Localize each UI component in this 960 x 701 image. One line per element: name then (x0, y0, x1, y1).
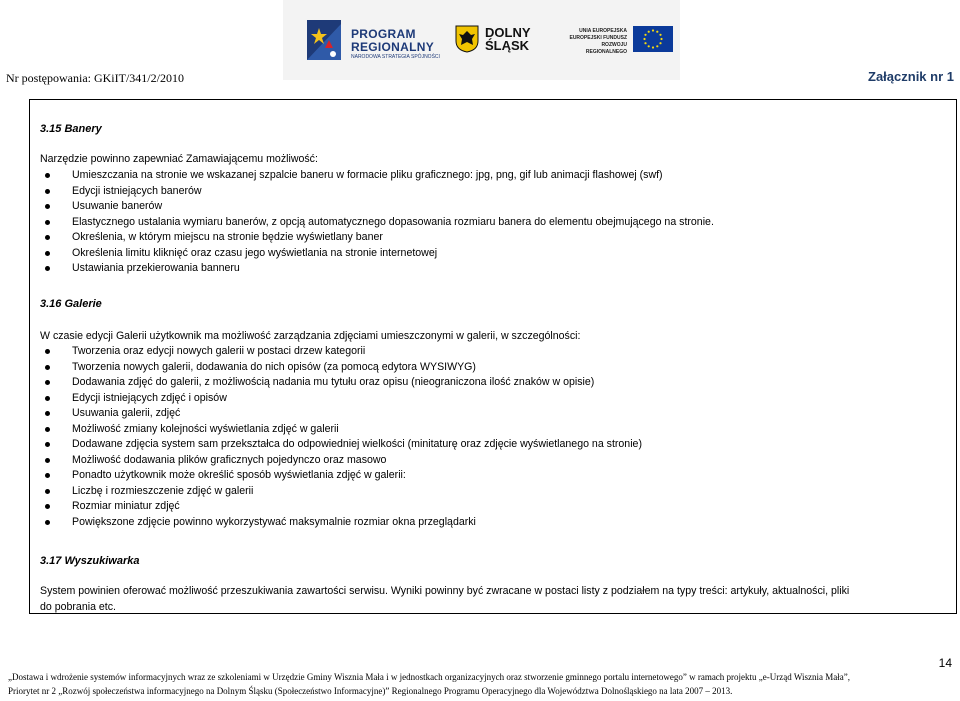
bullet-icon (45, 266, 50, 271)
bullet-icon (45, 458, 50, 463)
bullet-icon (45, 235, 50, 240)
program-logo-line2: REGIONALNY (351, 40, 435, 54)
list-item: Tworzenia oraz edycji nowych galerii w postaci drzew kategorii (40, 344, 642, 360)
program-logo-line3: NARODOWA STRATEGIA SPÓJNOŚCI (351, 54, 440, 60)
bullet-icon (45, 173, 50, 178)
ds-logo-line2: ŚLĄSK (485, 38, 530, 53)
program-regionalny-logo (305, 18, 445, 62)
eu-logo-line2: EUROPEJSKI FUNDUSZ (569, 35, 627, 41)
attachment-label: Załącznik nr 1 (868, 69, 954, 84)
section-title-banery: 3.15 Banery (40, 123, 102, 135)
eagle-shield-icon (455, 25, 479, 53)
bullet-icon (45, 396, 50, 401)
section-title-wyszukiwarka: 3.17 Wyszukiwarka (40, 555, 140, 567)
list-item: Możliwość dodawania plików graficznych pojedynczo oraz masowo (40, 453, 642, 469)
bullet-icon (45, 473, 50, 478)
section-intro-galerie: W czasie edycji Galerii użytkownik ma możliwość zarządzania zdjęciami umieszczonymi w galerii, w szczególności: (40, 330, 581, 342)
bullet-icon (45, 251, 50, 256)
list-item: Liczbę i rozmieszczenie zdjęć w galerii (40, 484, 642, 500)
page-number: 14 (938, 656, 952, 670)
ds-logo-line1: DOLNY (485, 25, 531, 40)
header-logos (283, 0, 680, 80)
list-item: Tworzenia nowych galerii, dodawania do nich opisów (za pomocą edytora WYSIWYG) (40, 360, 642, 376)
bullet-icon (45, 349, 50, 354)
list-item: Ponadto użytkownik może określić sposób wyświetlania zdjęć w galerii: (40, 468, 642, 484)
list-item: Dodawane zdjęcia system sam przekształca do odpowiedniej wielkości (minitaturę oraz zdjęcie wyświetlanego na stronie) (40, 437, 642, 453)
list-item: Możliwość zmiany kolejności wyświetlania zdjęć w galerii (40, 422, 642, 438)
bullet-icon (45, 489, 50, 494)
bullet-icon (45, 411, 50, 416)
section-text-wyszukiwarka: System powinien oferować możliwość przeszukiwania zawartości serwisu. Wyniki powinny być zwracane w postaci listy z podziałem na typy treści: artykuły, aktualności, pliki do pobrania etc. (40, 585, 850, 613)
program-regionalny-emblem-icon (305, 18, 345, 62)
bullet-icon (45, 520, 50, 525)
bullet-icon (45, 204, 50, 209)
list-item: Ustawiania przekierowania banneru (40, 261, 714, 277)
list-item: Usuwania galerii, zdjęć (40, 406, 642, 422)
bullet-icon (45, 504, 50, 509)
eu-fund-logo (565, 24, 677, 56)
list-item: Powiększone zdjęcie powinno wykorzystywać maksymalnie rozmiar okna przeglądarki (40, 515, 642, 531)
eu-logo-line3: ROZWOJU REGIONALNEGO (585, 42, 627, 55)
program-logo-line1: PROGRAM (351, 27, 416, 41)
eu-logo-line1: UNIA EUROPEJSKA (579, 28, 627, 34)
bullet-icon (45, 365, 50, 370)
list-item: Usuwanie banerów (40, 199, 714, 215)
eu-flag-icon (633, 26, 673, 52)
galerie-list (40, 344, 642, 530)
bullet-icon (45, 220, 50, 225)
list-item: Edycji istniejących banerów (40, 184, 714, 200)
dolny-slask-logo (455, 24, 545, 58)
procurement-number: Nr postępowania: GKiIT/341/2/2010 (6, 71, 184, 85)
footer-line-1: „Dostawa i wdrożenie systemów informacyjnych wraz ze szkoleniami w Urzędzie Gminy Wisznia Mała i w jednostkach organizacyjnych oraz stworzenie gminnego portalu internetowego” w ramach projektu „e-Urząd Wisznia Mała”, (8, 672, 850, 682)
section-title-galerie: 3.16 Galerie (40, 298, 102, 310)
bullet-icon (45, 189, 50, 194)
list-item: Elastycznego ustalania wymiaru banerów, z opcją automatycznego dopasowania rozmiaru banera do elementu obejmującego na stronie. (40, 215, 714, 231)
list-item: Umieszczania na stronie we wskazanej szpalcie baneru w formacie pliku graficznego: jpg, png, gif lub animacji flashowej (swf) (40, 168, 714, 184)
footer-line-2: Priorytet nr 2 „Rozwój społeczeństwa informacyjnego na Dolnym Śląsku (Społeczeństwo Informacyjne)” Regionalnego Programu Operacyjnego dla Województwa Dolnośląskiego na lata 2007 – 2013. (8, 686, 733, 696)
banery-list (40, 168, 714, 277)
list-item: Określenia limitu kliknięć oraz czasu jego wyświetlania na stronie internetowej (40, 246, 714, 262)
list-item: Określenia, w którym miejscu na stronie będzie wyświetlany baner (40, 230, 714, 246)
section-intro-banery: Narzędzie powinno zapewniać Zamawiającemu możliwość: (40, 153, 318, 165)
list-item: Dodawania zdjęć do galerii, z możliwością nadania mu tytułu oraz opisu (nieograniczona ilość znaków w opisie) (40, 375, 642, 391)
list-item: Rozmiar miniatur zdjęć (40, 499, 642, 515)
bullet-icon (45, 442, 50, 447)
bullet-icon (45, 427, 50, 432)
bullet-icon (45, 380, 50, 385)
list-item: Edycji istniejących zdjęć i opisów (40, 391, 642, 407)
